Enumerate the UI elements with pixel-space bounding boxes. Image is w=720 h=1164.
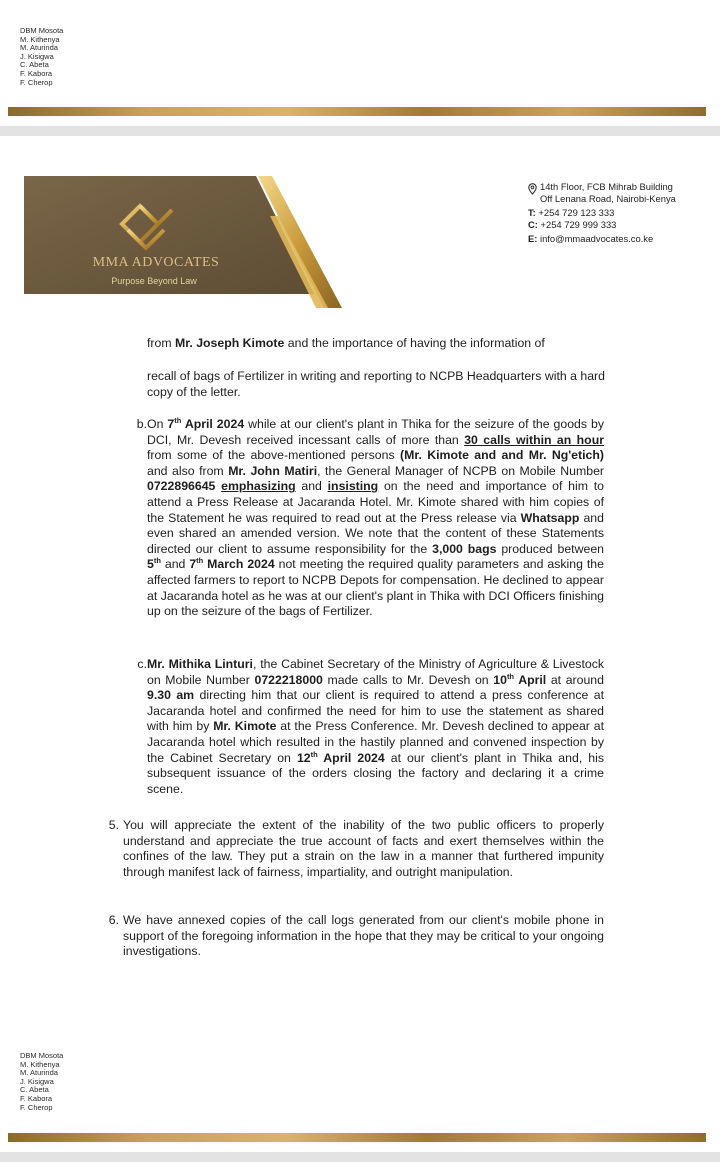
firm-logo bbox=[24, 176, 342, 308]
paragraph-b: On 7th April 2024 while at our client's plant in Thika for the seizure of the goods by DCI, Mr. Devesh received incessant calls of more than 30 calls within an hour from some of the above-mentioned persons (Mr. Kimote and and Mr. Ng'etich) and also from Mr. John Matiri, the General Manager of NCPB on Mobile Number 0722896645 emphasizing and insisting on the need and importance of him to attend a Press Release at Jacaranda Hotel. Mr. Kimote shared with him copies of the Statement he was required to read out at the Press release via Whatsapp and even shared an amended version. We note that the content of these Statements directed our client to assume responsibility for the 3,000 bags produced between 5th and 7th March 2024 not meeting the required quality parameters and asking the affected farmers to report to NCPB Depots for compensation. He declined to appear at Jacaranda hotel as he was at our client's plant in Thika with DCI Officers finishing up on the seizure of the bags of Fertilizer. bbox=[147, 415, 605, 619]
partner-name: F. Cherop bbox=[20, 1102, 53, 1112]
firm-name: MMA ADVOCATES bbox=[92, 255, 220, 270]
intro-line-1: from Mr. Joseph Kimote and the importance of having the information of bbox=[147, 336, 545, 350]
page-separator bbox=[0, 126, 720, 136]
para-5-marker: 5. bbox=[108, 818, 119, 832]
partner-name: J. Kisigwa bbox=[20, 1076, 54, 1086]
para-b-marker: b. bbox=[136, 417, 147, 431]
partner-name: C. Abeta bbox=[20, 1085, 49, 1095]
location-pin-icon bbox=[528, 183, 537, 195]
partner-name: M. Aturinda bbox=[20, 1068, 58, 1078]
tel-number: +254 729 123 333 bbox=[538, 207, 615, 218]
partner-name: F. Cherop bbox=[20, 77, 53, 87]
para-c-marker: c. bbox=[137, 657, 147, 671]
partner-name: J. Kisigwa bbox=[20, 51, 54, 61]
paragraph-5: You will appreciate the extent of the inability of the two public officers to properly understand and appreciate the true account of facts and exert themselves within the confines of the law. They put a strain on the law in a manner that furthered impunity through manifest lack of fairness, impartiality, and outright manipulation. bbox=[123, 818, 604, 879]
para-6-marker: 6. bbox=[108, 913, 119, 927]
cell-number: +254 729 999 333 bbox=[540, 218, 617, 230]
partner-name: DBM Mosota bbox=[20, 26, 64, 35]
cell-label: C: bbox=[528, 218, 538, 230]
paragraph-c: Mr. Mithika Linturi, the Cabinet Secretary of the Ministry of Agriculture & Livestock on Mobile Number 0722218000 made calls to Mr. Devesh on 10th April at around 9.30 am directing him that our client is required to attend a press conference at Jacaranda hotel and confirmed the need for him to use the statement as shared with him by Mr. Kimote at the Press Conference. Mr. Devesh declined to appear at Jacaranda hotel which resulted in the hastily planned and convened inspection by the Cabinet Secretary on 12th April 2024 at our client's plant in Thika and, his subsequent issuance of the orders closing the factory and declaring it a crime scene. bbox=[147, 657, 605, 796]
partners-list-top bbox=[20, 27, 63, 87]
footer-gold-bar-top bbox=[8, 107, 706, 116]
partner-name: DBM Mosota bbox=[20, 1051, 64, 1060]
partner-name: M. Aturinda bbox=[20, 43, 58, 53]
address-line-2: Off Lenana Road, Nairobi-Kenya bbox=[540, 192, 676, 204]
partner-name: M. Kithenya bbox=[20, 34, 60, 44]
email-label: E: bbox=[528, 233, 538, 244]
contact-block bbox=[528, 181, 676, 245]
intro-line-2: recall of bags of Fertilizer in writing and reporting to NCPB Headquarters with a hard copy of the letter. bbox=[147, 369, 605, 399]
page-separator-bottom bbox=[0, 1152, 720, 1162]
address-line-1: 14th Floor, FCB Mihrab Building bbox=[540, 181, 673, 192]
firm-tagline: Purpose Beyond Law bbox=[111, 276, 197, 286]
paragraph-6: We have annexed copies of the call logs generated from our client's mobile phone in support of the foregoing information in the hope that they may be critical to your ongoing investigations. bbox=[123, 913, 604, 959]
partners-list-bottom bbox=[20, 1052, 63, 1112]
partner-name: C. Abeta bbox=[20, 60, 49, 70]
email-address: info@mmaadvocates.co.ke bbox=[539, 233, 654, 244]
tel-label: T: bbox=[528, 207, 536, 218]
footer-gold-bar-bottom bbox=[8, 1133, 706, 1142]
partner-name: F. Kabora bbox=[20, 68, 53, 78]
partner-name: F. Kabora bbox=[20, 1093, 53, 1103]
partner-name: M. Kithenya bbox=[20, 1059, 60, 1069]
